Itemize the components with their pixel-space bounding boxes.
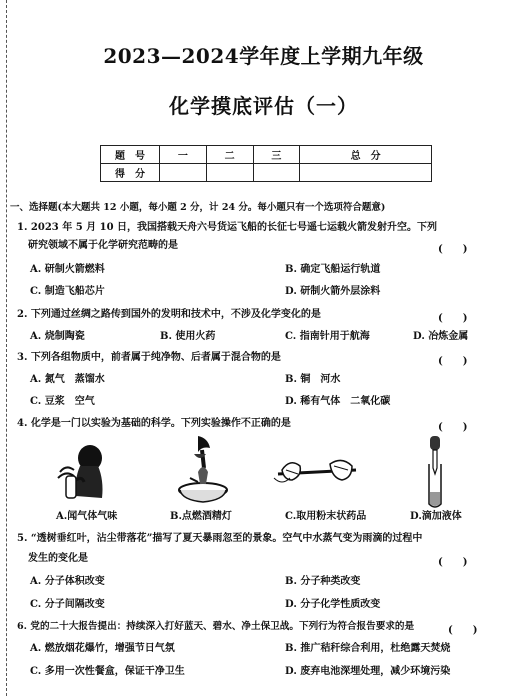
- option-a[interactable]: A. 研制火箭燃料: [30, 264, 105, 275]
- score-cell: 题 号: [101, 146, 160, 164]
- figure-caption-b[interactable]: B.点燃酒精灯: [170, 511, 232, 522]
- question-5-text: 5. “透树垂红叶，沾尘带落花”描写了夏天暴雨忽至的景象。空气中水蒸气变为雨滴的过程中: [17, 533, 423, 544]
- answer-blank[interactable]: ( ): [438, 422, 468, 433]
- option-c[interactable]: C. 指南针用于航海: [285, 331, 370, 342]
- question-3-text: 3. 下列各组物质中，前者属于纯净物、后者属于混合物的是: [17, 352, 281, 363]
- answer-blank[interactable]: ( ): [438, 244, 468, 255]
- score-input-cell[interactable]: [300, 164, 432, 182]
- option-a[interactable]: A. 氮气 蒸馏水: [30, 374, 105, 385]
- question-1-text-cont: 研究领域不属于化学研究范畴的是: [28, 240, 178, 251]
- option-c[interactable]: C. 分子间隔改变: [30, 599, 105, 610]
- option-a[interactable]: A. 燃放烟花爆竹，增强节日气氛: [30, 643, 175, 654]
- score-table-score-row: [101, 164, 432, 182]
- question-6-text: 6. 党的二十大报告提出：持续深入打好蓝天、碧水、净土保卫战。下列行为符合报告要求的是: [17, 621, 415, 632]
- question-1-text: 1. 2023 年 5 月 10 日，我国搭载天舟六号货运飞船的长征七号遥七运载火箭发射升空。下列: [17, 222, 438, 233]
- option-b[interactable]: B. 铜 河水: [285, 374, 341, 385]
- score-input-cell[interactable]: [253, 164, 300, 182]
- option-b[interactable]: B. 使用火药: [160, 331, 216, 342]
- powder-reagent-illustration-icon: [272, 440, 362, 506]
- question-2-text: 2. 下列通过丝绸之路传到国外的发明和技术中，不涉及化学变化的是: [17, 309, 321, 320]
- option-b[interactable]: B. 确定飞船运行轨道: [285, 264, 381, 275]
- page-title: 2023—2024学年度上学期九年级: [103, 44, 424, 68]
- answer-blank[interactable]: ( ): [448, 625, 478, 636]
- option-d[interactable]: D. 稀有气体 二氧化碳: [285, 396, 391, 407]
- figure-caption-d[interactable]: D.滴加液体: [410, 511, 462, 522]
- option-d[interactable]: D. 冶炼金属: [413, 331, 469, 342]
- figure-caption-a[interactable]: A.闻气体气味: [56, 511, 118, 522]
- option-d[interactable]: D. 分子化学性质改变: [285, 599, 381, 610]
- option-c[interactable]: C. 多用一次性餐盒，保证干净卫生: [30, 666, 185, 677]
- question-5-text-cont: 发生的变化是: [28, 553, 88, 564]
- answer-blank[interactable]: ( ): [438, 356, 468, 367]
- answer-blank[interactable]: ( ): [438, 557, 468, 568]
- option-b[interactable]: B. 推广秸秆综合利用，杜绝露天焚烧: [285, 643, 451, 654]
- option-d[interactable]: D. 废弃电池深埋处理，减少环境污染: [285, 666, 451, 677]
- score-cell: 三: [253, 146, 300, 164]
- score-table: [100, 145, 432, 182]
- option-d[interactable]: D. 研制火箭外层涂料: [285, 286, 381, 297]
- option-b[interactable]: B. 分子种类改变: [285, 576, 361, 587]
- alcohol-lamp-lighting-illustration-icon: [168, 432, 238, 508]
- option-c[interactable]: C. 豆浆 空气: [30, 396, 95, 407]
- score-cell: 一: [160, 146, 207, 164]
- score-input-cell[interactable]: [160, 164, 207, 182]
- smelling-gas-illustration-icon: [52, 436, 122, 508]
- question-4-text: 4. 化学是一门以实验为基础的科学。下列实验操作不正确的是: [17, 418, 291, 429]
- score-input-cell[interactable]: [206, 164, 253, 182]
- score-cell: 得 分: [101, 164, 160, 182]
- option-c[interactable]: C. 制造飞船芯片: [30, 286, 105, 297]
- score-cell: 总 分: [300, 146, 432, 164]
- score-cell: 二: [206, 146, 253, 164]
- page-subtitle: 化学摸底评估（一）: [169, 94, 358, 118]
- option-a[interactable]: A. 分子体积改变: [30, 576, 105, 587]
- answer-blank[interactable]: ( ): [438, 313, 468, 324]
- figure-caption-c[interactable]: C.取用粉末状药品: [285, 511, 367, 522]
- dropper-liquid-illustration-icon: [420, 434, 450, 510]
- option-a[interactable]: A. 烧制陶瓷: [30, 331, 85, 342]
- section-heading: 一、选择题(本大题共 12 小题，每小题 2 分，计 24 分。每小题只有一个选项符合题意): [10, 202, 386, 213]
- score-table-header-row: [101, 146, 432, 164]
